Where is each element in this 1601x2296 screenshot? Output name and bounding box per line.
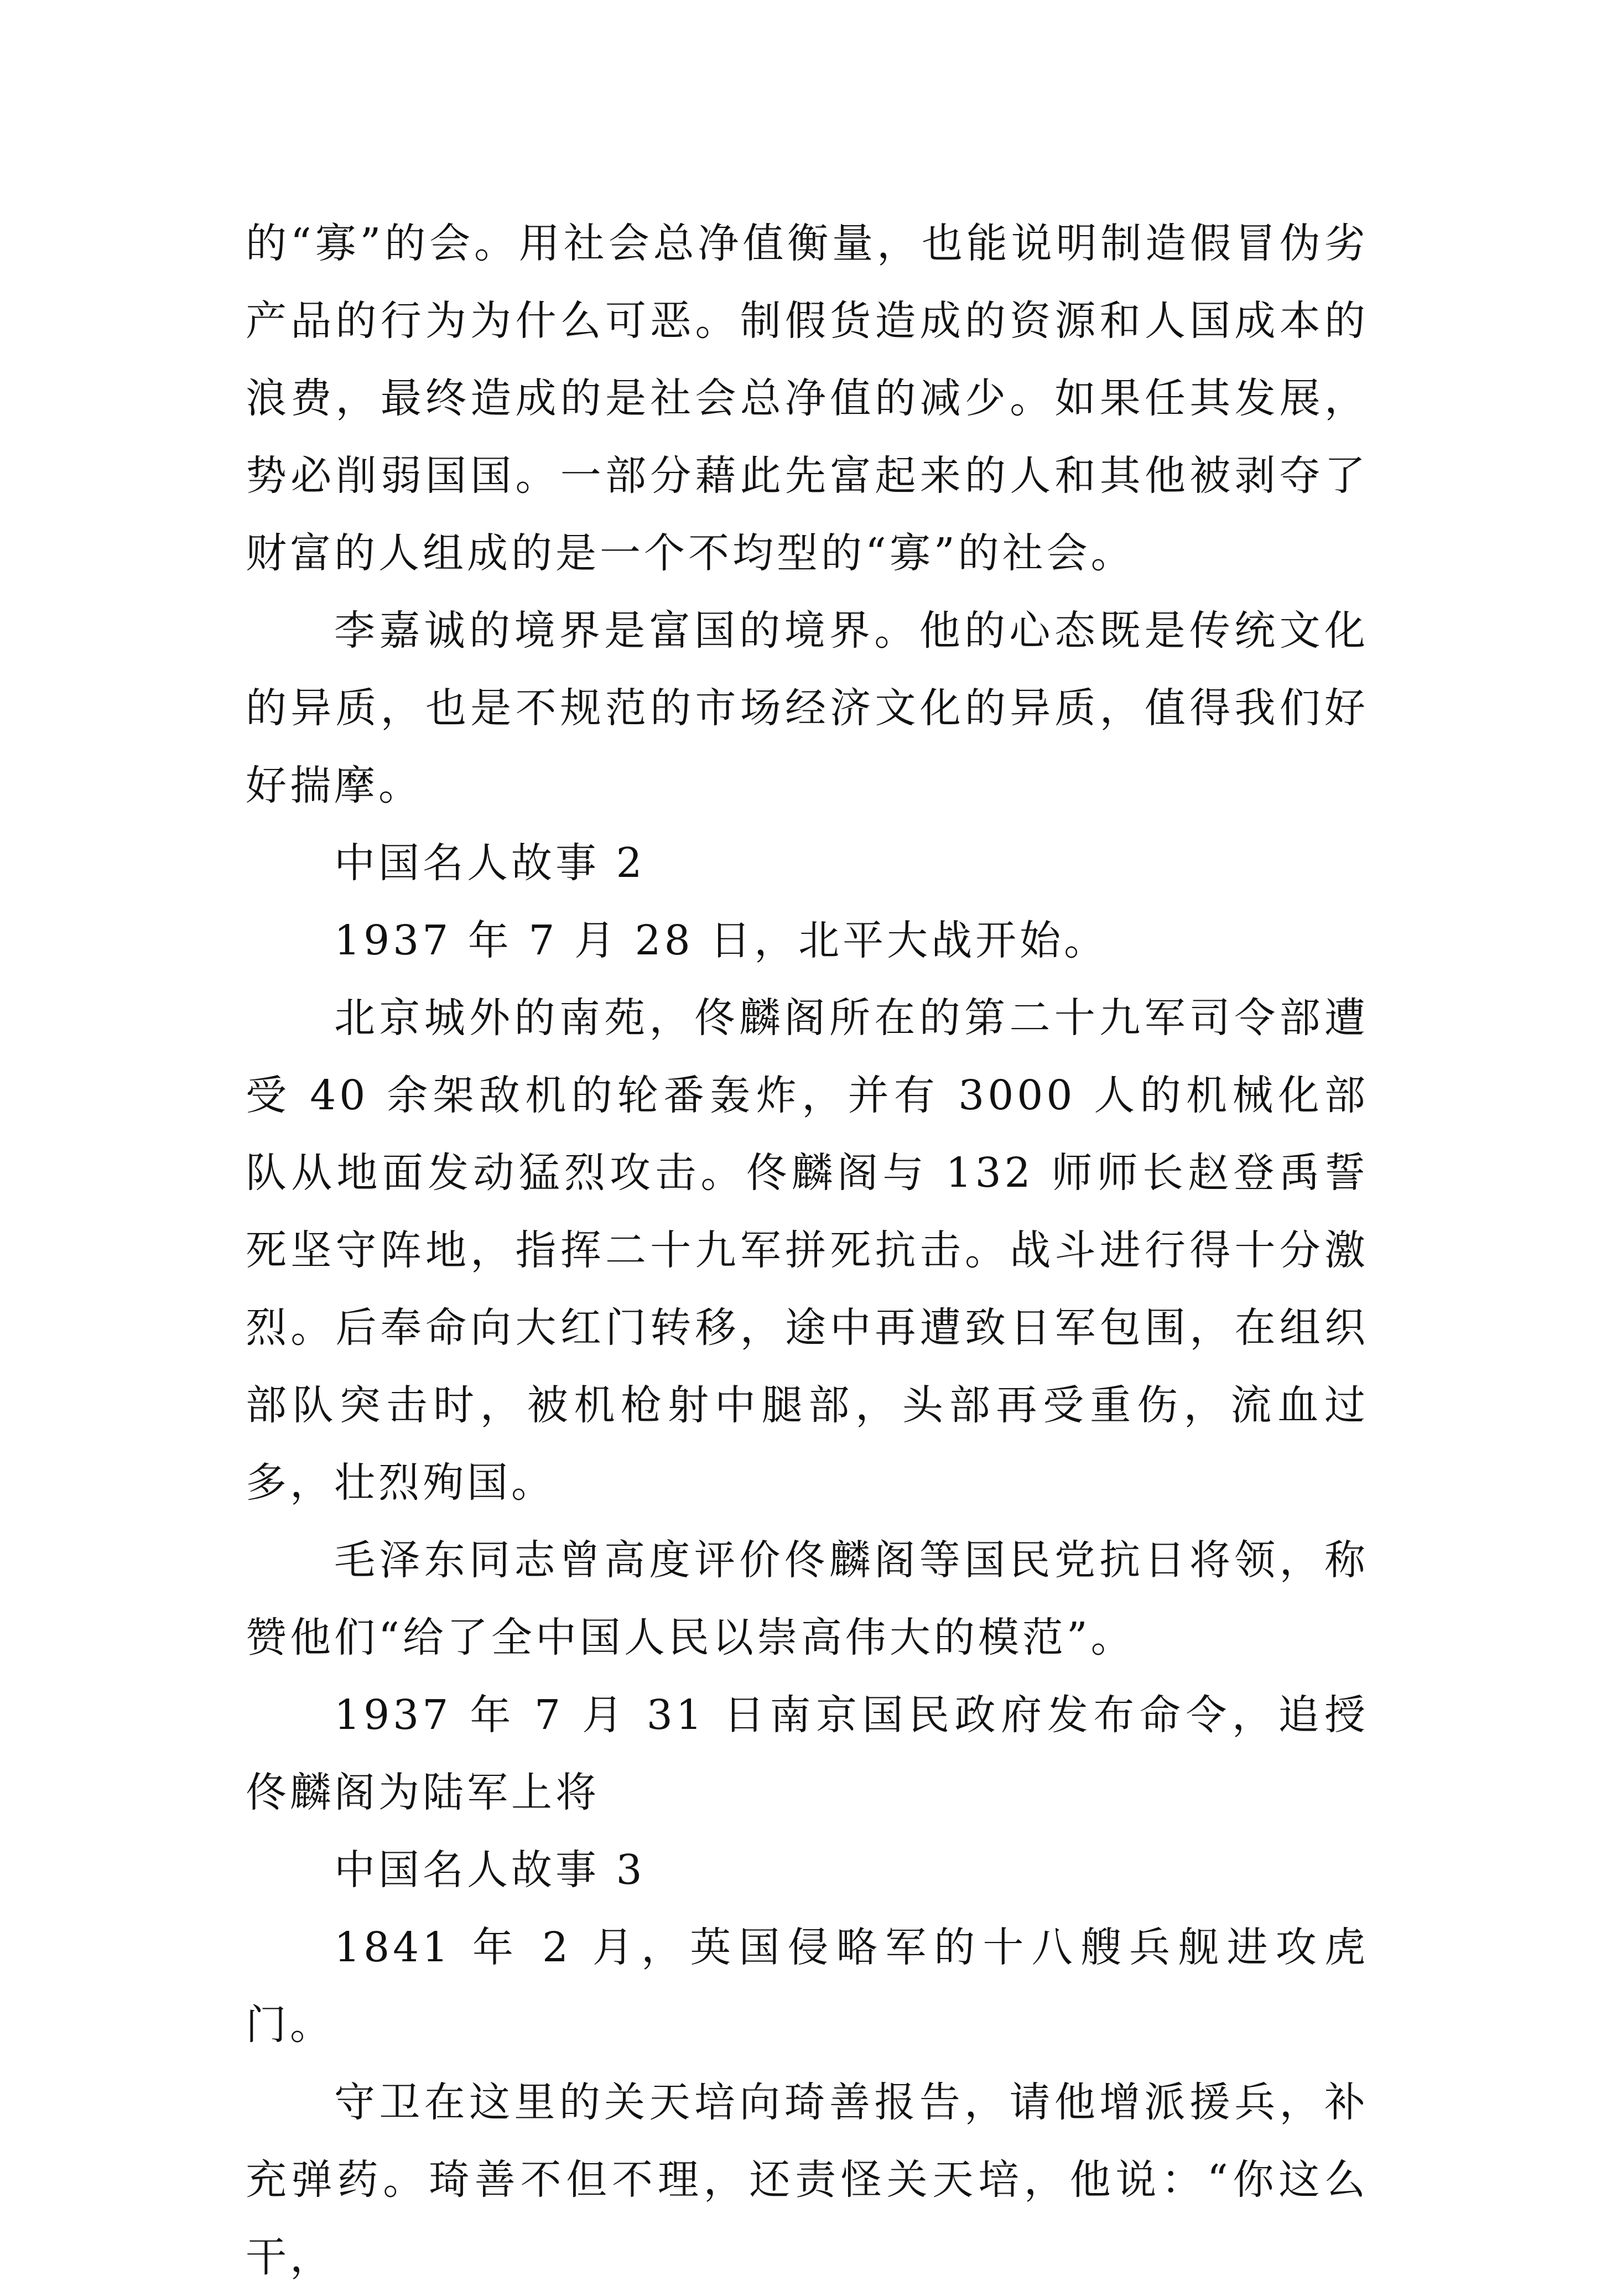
paragraph: 李嘉诚的境界是富国的境界。他的心态既是传统文化的异质，也是不规范的市场经济文化的异质，值得我们好好揣摩。 [246,607,1369,809]
paragraph: 1937 年 7 月 31 日南京国民政府发布命令，追授佟麟阁为陆军上将 [246,1691,1369,1816]
paragraph: 守卫在这里的关天培向琦善报告，请他增派援兵，补充弹药。琦善不但不理，还责怪关天培，他说：“你这么干， [246,2079,1369,2281]
section-heading: 中国名人故事 3 [334,1846,646,1894]
paragraph: 的“寡”的会。用社会总净值衡量，也能说明制造假冒伪劣产品的行为为什么可恶。制假货造成的资源和人国成本的浪费，最终造成的是社会总净值的减少。如果任其发展，势必削弱国国。一部分藉此先富起来的人和其他被剥夺了财富的人组成的是一个不均型的“寡”的社会。 [246,220,1369,577]
paragraph: 毛泽东同志曾高度评价佟麟阁等国民党抗日将领，称赞他们“给了全中国人民以崇高伟大的模范”。 [246,1536,1369,1661]
paragraph: 1937 年 7 月 28 日，北平大战开始。 [334,917,1109,964]
paragraph: 北京城外的南苑，佟麟阁所在的第二十九军司令部遭受 40 余架敌机的轮番轰炸，并有 3000 人的机械化部队从地面发动猛烈攻击。佟麟阁与 132 师师长赵登禹誓死坚守阵地，指挥二十九军拼死抗击。战斗进行得十分激烈。后奉命向大红门转移，途中再遭致日军包围，在组织部队突击时，被机枪射中腿部，头部再受重伤，流血过多，壮烈殉国。 [246,994,1369,1507]
section-heading: 中国名人故事 2 [334,839,646,887]
paragraph: 1841 年 2 月，英国侵略军的十八艘兵舰进攻虎门。 [246,1924,1369,2049]
document-body [246,205,1369,2296]
